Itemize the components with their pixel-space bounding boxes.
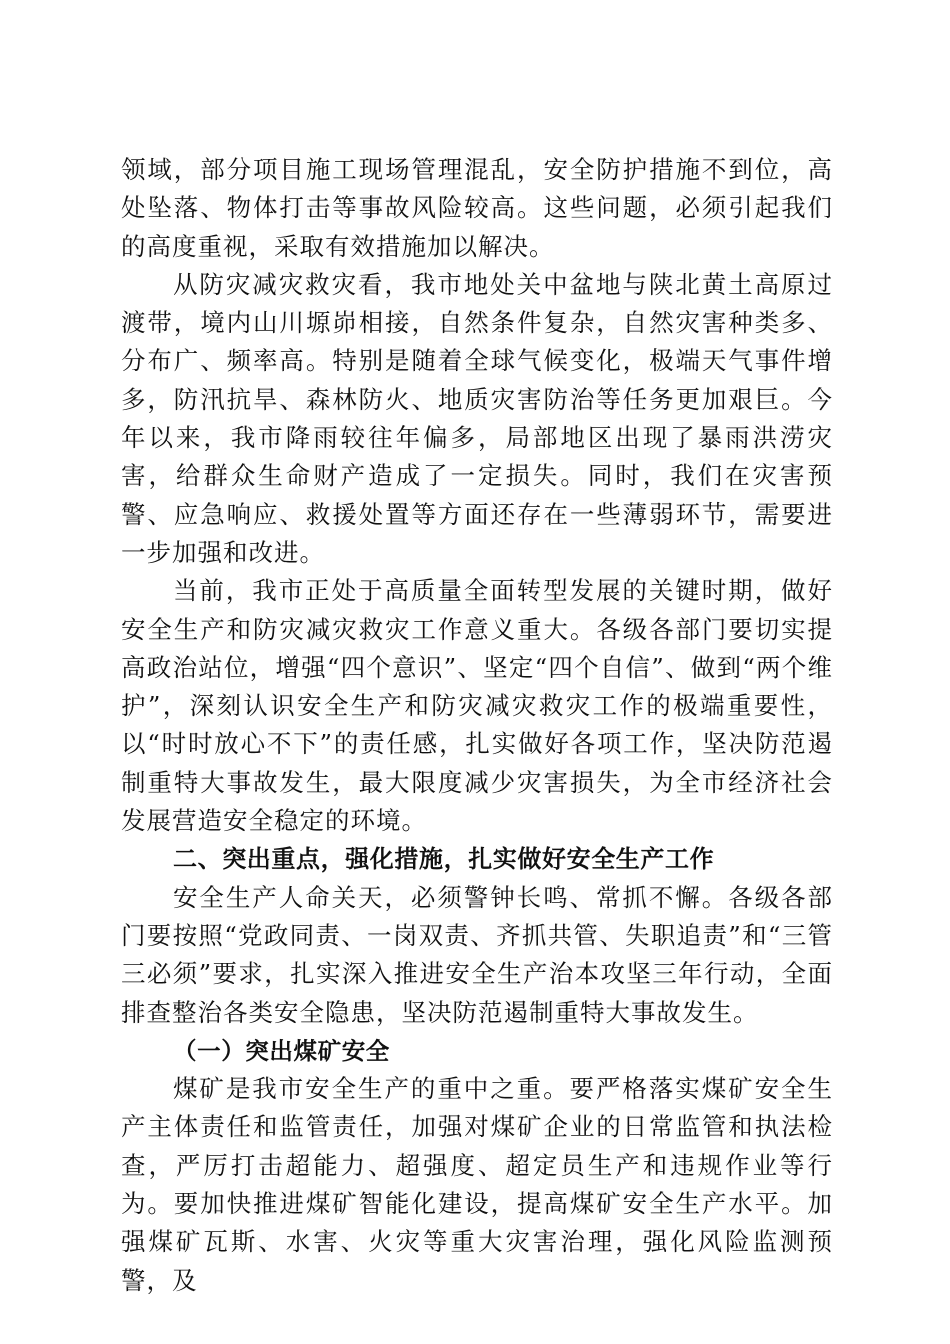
paragraph-disaster-prevention: 从防灾减灾救灾看，我市地处关中盆地与陕北黄土高原过渡带，境内山川塬峁相接，自然条件复杂，自然灾害种类多、分布广、频率高。特别是随着全球气候变化，极端天气事件增多，防汛抗旱、森林防火、地质灾害防治等任务更加艰巨。今年以来，我市降雨较往年偏多，局部地区出现了暴雨洪涝灾害，给群众生命财产造成了一定损失。同时，我们在灾害预警、应急响应、救援处置等方面还存在一些薄弱环节，需要进一步加强和改进。 [121,269,833,567]
section-heading-2: 二、突出重点，强化措施，扎实做好安全生产工作 [173,845,715,874]
document-body [121,151,833,1300]
paragraph-safety-production: 安全生产人命关天，必须警钟长鸣、常抓不懈。各级各部门要按照“党政同责、一岗双责、齐抓共管、失职追责”和“三管三必须”要求，扎实深入推进安全生产治本攻坚三年行动，全面排查整治各类安全隐患，坚决防范遏制重特大事故发生。 [121,882,833,1027]
subsection-heading-1: （一）突出煤矿安全 [173,1036,390,1065]
paragraph-current-situation: 当前，我市正处于高质量全面转型发展的关键时期，做好安全生产和防灾减灾救灾工作意义重大。各级各部门要切实提高政治站位，增强“四个意识”、坚定“四个自信”、做到“两个维护”，深刻认识安全生产和防灾减灾救灾工作的极端重要性，以“时时放心不下”的责任感，扎实做好各项工作，坚决防范遏制重特大事故发生，最大限度减少灾害损失，为全市经济社会发展营造安全稳定的环境。 [121,576,833,836]
paragraph-continued: 领域，部分项目施工现场管理混乱，安全防护措施不到位，高处坠落、物体打击等事故风险较高。这些问题，必须引起我们的高度重视，采取有效措施加以解决。 [121,155,833,261]
paragraph-coal-mine: 煤矿是我市安全生产的重中之重。要严格落实煤矿安全生产主体责任和监管责任，加强对煤矿企业的日常监管和执法检查，严厉打击超能力、超强度、超定员生产和违规作业等行为。要加快推进煤矿智能化建设，提高煤矿安全生产水平。加强煤矿瓦斯、水害、火灾等重大灾害治理，强化风险监测预警，及 [121,1074,833,1295]
